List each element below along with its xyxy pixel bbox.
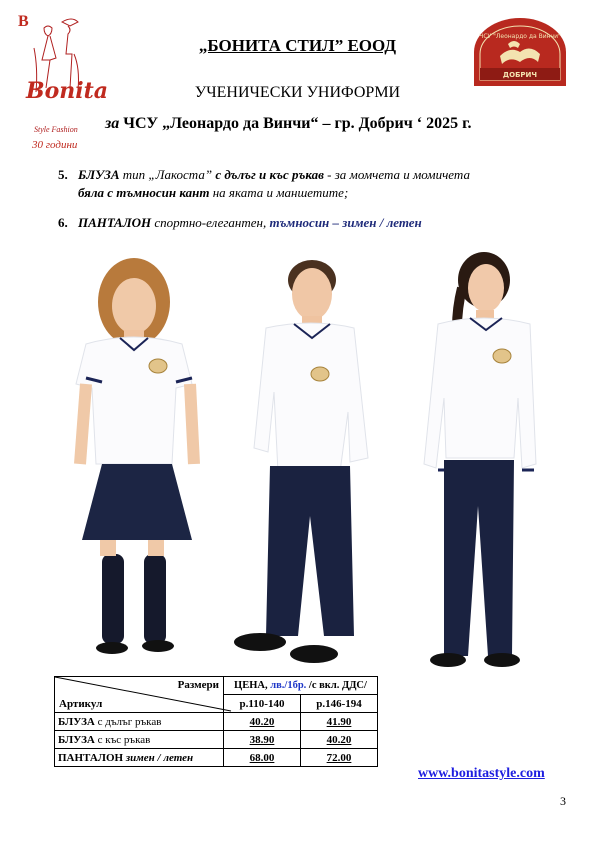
header-price-vat: /с вкл. ДДС/	[308, 680, 367, 691]
item-audience: - за момчета и момичета	[327, 167, 470, 182]
price-cell: 68.00	[224, 749, 301, 767]
school-line	[105, 115, 472, 133]
header-price	[224, 677, 378, 695]
price-cell: 72.00	[301, 749, 378, 767]
article-cell: ПАНТАЛОН зимен / летен	[55, 749, 224, 767]
header-article: Артикул	[59, 698, 103, 710]
price-cell: 38.90	[224, 731, 301, 749]
document-subtitle: УЧЕНИЧЕСКИ УНИФОРМИ	[194, 84, 401, 101]
logo-tagline: Style Fashion	[34, 125, 78, 134]
item-sleeves: с дълъг и къс ръкав	[215, 167, 324, 182]
website-link[interactable]: www.bonitastyle.com	[418, 766, 545, 781]
item-name: ПАНТАЛОН	[78, 215, 152, 230]
item-trousers	[58, 214, 578, 232]
article-cell: БЛУЗА с къс ръкав	[55, 731, 224, 749]
table-row	[55, 731, 378, 749]
item-number: 5.	[58, 167, 68, 182]
table-corner-header	[55, 677, 224, 713]
item-color: тъмносин – зимен / летен	[269, 215, 422, 230]
school-logo-text: ЧСУ "Леонардо да Винчи"	[479, 33, 561, 40]
item-detail: на яката и маншетите;	[212, 185, 349, 200]
item-type: тип „Лакоста”	[122, 167, 213, 182]
school-logo-city: ДОБРИЧ	[502, 71, 538, 79]
price-table	[54, 676, 378, 767]
item-color: бяла с тъмносин кант	[78, 185, 210, 200]
photo-girl-skirt	[72, 254, 202, 662]
logo-letter: B	[18, 13, 29, 30]
header-price-label: ЦЕНА,	[234, 680, 268, 691]
bonita-logo	[14, 8, 109, 158]
company-name: „БОНИТА СТИЛ” ЕООД	[198, 36, 397, 55]
photo-boy	[222, 254, 372, 668]
item-name: БЛУЗА	[78, 167, 120, 182]
price-cell: 40.20	[301, 731, 378, 749]
item-number: 6.	[58, 215, 68, 230]
item-blouse	[58, 166, 578, 202]
article-cell: БЛУЗА с дълъг ръкав	[55, 713, 224, 731]
logo-anniversary: 30 години	[32, 139, 78, 151]
header-price-unit: лв./1бр.	[270, 680, 307, 691]
logo-brand: Bonita	[26, 78, 109, 104]
price-cell: 40.20	[224, 713, 301, 731]
size-range-small: р.110-140	[224, 695, 301, 713]
size-range-large: р.146-194	[301, 695, 378, 713]
header-sizes: Размери	[177, 679, 219, 691]
page-number: 3	[560, 794, 566, 808]
table-row	[55, 713, 378, 731]
table-row	[55, 749, 378, 767]
school-name: ЧСУ „Леонардо да Винчи“ – гр. Добрич ‘ 2025 г.	[123, 115, 472, 132]
price-cell: 41.90	[301, 713, 378, 731]
item-style: спортно-елегантен,	[154, 215, 267, 230]
photo-girl-trousers	[414, 248, 544, 672]
school-prefix: за	[105, 115, 120, 132]
